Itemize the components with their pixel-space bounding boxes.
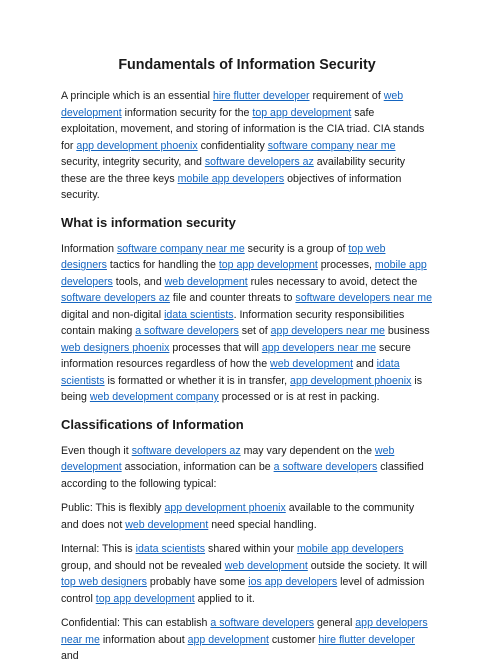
paragraph-text: . Information security responsibilities contain making [61,308,405,337]
inline-link[interactable]: top app development [95,592,195,605]
document-body [61,88,433,665]
inline-link[interactable]: mobile app developers [61,259,427,288]
paragraph [61,241,433,406]
paragraph-text: customer [268,633,319,646]
paragraph-text: Internal: This is [61,543,136,555]
inline-link[interactable]: top app development [252,106,352,119]
paragraph-text: Even though it [61,444,132,457]
paragraph-text: and [353,358,377,370]
inline-link[interactable]: a software developers [135,325,239,337]
inline-link[interactable]: a software developers [273,461,378,473]
inline-link[interactable]: idata scientists [61,358,400,387]
inline-link[interactable]: software company near me [267,139,396,152]
inline-link[interactable]: software company near me [116,242,245,255]
paragraph [61,541,433,607]
paragraph [61,500,433,533]
paragraph [61,88,433,204]
paragraph-text: general [314,617,356,629]
paragraph-text: shared within your [205,543,297,555]
inline-link[interactable]: app development phoenix [290,374,412,387]
paragraph-text: tools, and [112,275,165,288]
paragraph-text: requirement of [309,90,384,102]
paragraph-text: tactics for handling the [106,259,219,271]
paragraph-text: applied to it. [194,592,255,605]
inline-link[interactable]: idata scientists [164,308,234,321]
inline-link[interactable]: mobile app developers [177,172,285,185]
inline-link[interactable]: app developers near me [261,341,377,354]
inline-link[interactable]: web development company [89,391,219,403]
paragraph-text: need special handling. [208,518,317,531]
paragraph-text: objectives of information security. [61,172,402,201]
paragraph-text: Public: This is flexibly [61,502,165,514]
inline-link[interactable]: app developers near me [61,617,428,646]
paragraph-text: association, information can be [121,461,274,473]
paragraph-text: Confidential: This can establish [61,617,211,629]
paragraph-text: information security for the [121,106,253,119]
paragraph-text: security, integrity security, and [61,156,205,168]
inline-link[interactable]: web designers phoenix [61,341,170,354]
paragraph-text: secure information resources regardless of how the [61,341,411,370]
paragraph-text: outside the society. It will [307,559,428,572]
inline-link[interactable]: top web designers [61,576,147,588]
inline-link[interactable]: software developers az [204,156,314,168]
inline-link[interactable]: mobile app developers [296,543,404,555]
inline-link[interactable]: software developers az [61,292,170,304]
section-heading: Classifications of Information [61,416,244,432]
paragraph-text: classified according to the following typical: [61,461,424,490]
inline-link[interactable]: hire flutter developer [318,633,415,646]
paragraph-text: probably have some [146,576,249,588]
paragraph-text: group, and should not be revealed [61,559,225,572]
paragraph-text: processes that will [169,341,262,354]
inline-link[interactable]: web development [164,275,248,288]
paragraph-text: information about [99,633,188,646]
paragraph-text: processes, [317,259,375,271]
paragraph-text: and [61,650,79,662]
paragraph-text: Information [61,242,117,255]
document-title: Fundamentals of Information Security [118,57,376,73]
inline-link[interactable]: top web designers [61,242,386,271]
inline-link[interactable]: app developers near me [270,325,385,337]
inline-link[interactable]: web development [224,559,308,572]
inline-link[interactable]: app development phoenix [164,502,286,514]
inline-link[interactable]: app development phoenix [76,139,198,152]
inline-link[interactable]: software developers az [131,444,241,457]
inline-link[interactable]: web development [61,90,404,119]
paragraph-text: business [384,325,430,337]
inline-link[interactable]: hire flutter developer [212,90,310,102]
inline-link[interactable]: idata scientists [135,543,206,555]
paragraph-text: confidentiality [197,139,268,152]
inline-link[interactable]: a software developers [210,617,315,629]
paragraph-text: set of [238,325,271,337]
section-heading: What is information security [61,214,236,230]
inline-link[interactable]: web development [61,444,395,473]
paragraph-text: security is a group of [244,242,349,255]
paragraph-text: digital and non-digital [61,308,165,321]
inline-link[interactable]: app development [187,633,269,646]
paragraph-text: availability security these are the three keys [61,156,406,185]
paragraph-text: level of admission control [61,576,425,605]
paragraph-text: rules necessary to avoid, detect the [247,275,418,288]
paragraph-text: may vary dependent on the [240,444,375,457]
paragraph-text: is formatted or whether it is in transfer, [104,374,291,387]
paragraph-text: A principle which is an essential [61,90,213,102]
inline-link[interactable]: top app development [218,259,318,271]
paragraph-text: safe exploitation, movement, and storing of information is the CIA triad. CIA stands for [61,106,425,152]
inline-link[interactable]: software developers near me [295,292,433,304]
paragraph [61,443,433,493]
paragraph-text: is being [61,374,422,403]
paragraph-text: processed or is at rest in packing. [218,391,380,403]
inline-link[interactable]: web development [125,518,209,531]
inline-link[interactable]: ios app developers [248,576,338,588]
paragraph-text: available to the community and does not [61,502,415,531]
inline-link[interactable]: web development [270,358,354,370]
paragraph-text: file and counter threats to [169,292,296,304]
